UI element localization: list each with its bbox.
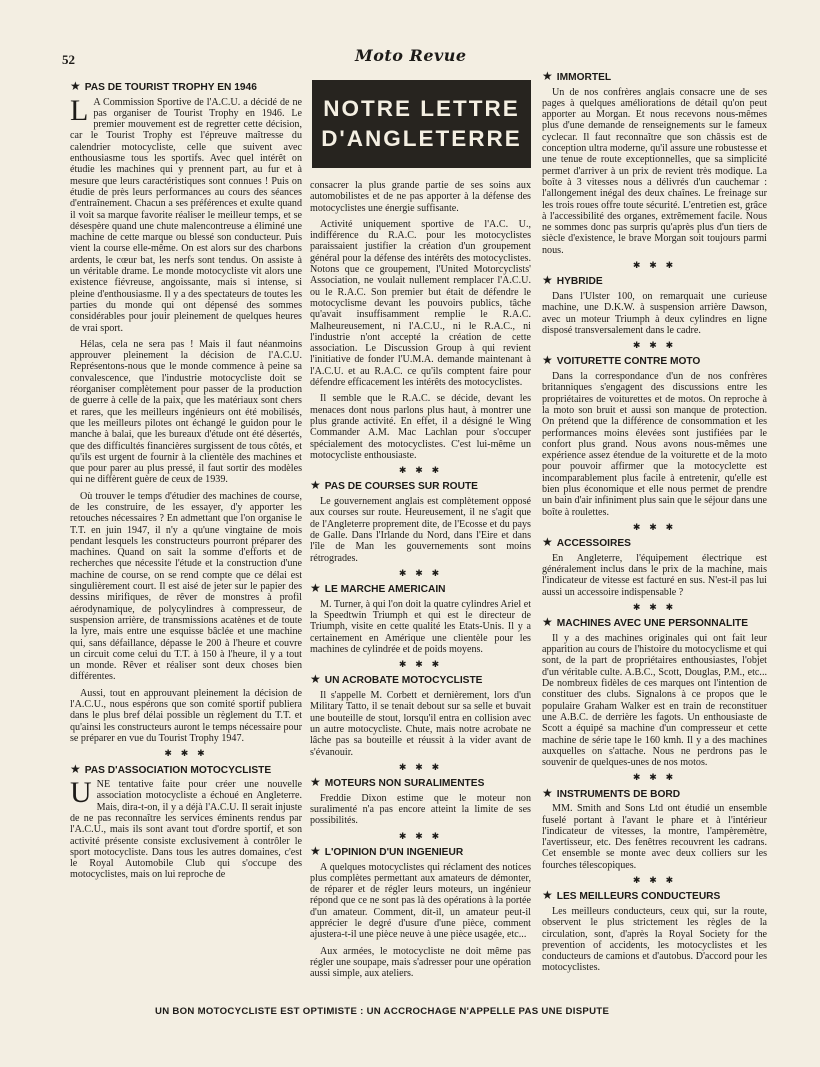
section-heading: ★ INSTRUMENTS DE BORD [542,785,681,800]
section-heading: ★ ACCESSOIRES [542,535,631,550]
star-icon: ★ [542,273,553,288]
paragraph: Il y a des machines originales qui ont fait leur apparition au cours de l'histoire du motocyclisme et qui sont, de la part de propriétaires enthousiastes, l'objet d'un véritable culte. A.B.C., Scott, Douglas, P.M., etc... De nombreux fidèles de ces marques ont l'intention de constituer des clubs. Signalons à ce propos que le populaire Graham Walker est en train de reconstituer une A.B.C. de derrière les fagots. Un enthousiaste de Scott a équipé sa machine d'un compresseur et cette machine de série tape le 160 kmh. Il y a des machines auxquelles on s'attache. Nous ne perdrons pas le souvenir de quelques-unes de nos motos. [542,632,767,769]
paragraph: MM. Smith and Sons Ltd ont étudié un ensemble fuselé portant à l'avant le phare et à l'intérieur l'indicateur de vitesses, la montre, l'ampèremètre, l'avertisseur, etc. Des fenêtres recouvrent les cadrans. Cet ensemble se monte avec deux colliers sur les fourches télescopiques. [542,803,767,871]
section-heading: ★ HYBRIDE [542,273,603,288]
paragraph: Dans l'Ulster 100, on remarquait une curieuse machine, une D.K.W. à suspension arrière Dawson, avec un moteur Triumph à deux cylindres en ligne disposé transversalement dans le cadre. [542,290,767,336]
star-icon: ★ [310,775,321,790]
column-2 [310,180,531,984]
paragraph: M. Turner, à qui l'on doit la quatre cylindres Ariel et la Speedtwin Triumph et qui est le directeur de Triumph, visite en cette qualité les Etats-Unis. Il y a certainement en Amérique une clientèle pour les machines de cylindrée et de poids moyens. [310,598,531,655]
section-heading: ★ UN ACROBATE MOTOCYCLISTE [310,672,483,687]
footer-slogan: UN BON MOTOCYCLISTE EST OPTIMISTE : UN ACCROCHAGE N'APPELLE PAS UNE DISPUTE [155,1006,610,1017]
paragraph: Aussi, tout en approuvant pleinement la décision de l'A.C.U., nous espérons que son comité sportif publiera dans le plus bref délai possible un règlement du T.T. et qu'ainsi les constructeurs auront le temps nécessaire pour se préparer en vue du Tourist Trophy 1947. [70,687,302,744]
section-heading: ★ MOTEURS NON SURALIMENTES [310,775,485,790]
star-icon: ★ [310,581,321,596]
separator-stars-icon: ✱ ✱ ✱ [632,522,677,533]
separator-stars-icon: ✱ ✱ ✱ [164,749,208,760]
separator-stars-icon: ✱ ✱ ✱ [632,261,677,272]
section-heading: ★ LE MARCHE AMERICAIN [310,581,446,596]
section-heading: ★ PAS DE COURSES SUR ROUTE [310,478,478,493]
star-icon: ★ [542,785,553,800]
star-icon: ★ [310,478,321,493]
star-icon: ★ [542,615,553,630]
page-number: 52 [62,52,75,67]
section-heading: ★ LES MEILLEURS CONDUCTEURS [542,888,721,903]
section-heading: ★ PAS D'ASSOCIATION MOTOCYCLISTE [70,761,272,776]
drop-cap: U [70,776,92,810]
paragraph: En Angleterre, l'équipement électrique est généralement inclus dans le prix de la machine, mais l'indicateur de vitesse est facturé en sus. N'est-il pas lui aussi un accessoire indispensable ? [542,552,767,598]
drop-cap: L [70,93,89,127]
paragraph: Hélas, cela ne sera pas ! Mais il faut néanmoins approuver pleinement la décision de l'A.C.U. Représentons-nous que le monde commence à peine sa convalescence, que l'industrie motocycliste doit se réorganiser complètement pour passer de la production de guerre à celle de la paix, que les matériaux sont chers et rares, que les meilleurs ingénieurs ont été mobilisés, que les meilleurs pilotes ont échangé le guidon pour le manche à balai, que les bureaux d'étude ont été désertés, que des difficultés financières surgissent de tous côtés, et qu'ils est urgent de fournir à la clientèle des machines et que pour parer au plus pressé, il faut sortir des modèles qui ne diffèrent guère de ceux de 1939. [70,338,302,486]
column-3 [542,68,767,979]
star-icon: ★ [542,353,553,368]
paragraph: consacrer la plus grande partie de ses soins aux automobilistes et de ne pas apporter à la défense des motocyclistes une énergie suffisante. [310,180,531,214]
star-icon: ★ [310,843,321,858]
paragraph: Aux armées, le motocycliste ne doit même pas régler une soupape, mais s'adresser pour une opération aussi simple, aux ateliers. [310,945,531,980]
star-icon: ★ [70,79,81,93]
column-1 [70,78,302,886]
star-icon: ★ [542,69,553,83]
paragraph: Il semble que le R.A.C. se décide, devant les menaces dont nous parlons plus haut, à montrer une plus grande activité. En effet, il a désigné le Wing Commander A.M. Mac Lachlan pour s'occuper spécialement des motocyclistes. C'est lui-même un motocycliste enthousiaste. [310,393,531,461]
paragraph: A quelques motocyclistes qui réclament des notices plus complètes permettant aux amateurs de démonter, de réparer et de régler leurs moteurs, un ingénieur répond que ce ne sont pas là des opérations à la portée d'un amateur. Comment, dit-il, un amateur peut-il apprécier le degré d'usure d'une pièce, comment ajustera-t-il une pièce neuve à une pièce usagée, etc... [310,861,531,941]
section-heading: ★ MACHINES AVEC UNE PERSONNALITE [542,615,749,630]
separator-stars-icon: ✱ ✱ ✱ [632,876,677,887]
star-icon: ★ [542,888,553,903]
section-heading: ★ PAS DE TOURIST TROPHY EN 1946 [70,79,257,93]
banner-line-2: D'ANGLETERRE [321,126,522,151]
paragraph: Les meilleurs conducteurs, ceux qui, sur la route, observent le plus strictement les règles de la circulation, sont, d'après la Royal Society for the prevention of accidents, les motocyclistes et les conducteurs de camions et d'autobus. D'accord pour les motocyclistes. [542,905,767,974]
separator-stars-icon: ✱ ✱ ✱ [398,466,443,477]
paragraph: Le gouvernement anglais est complètement opposé aux courses sur route. Heureusement, il ne s'agit que de l'Angleterre proprement dite, de l'Ecosse et du pays de Galle. Dans l'Irlande du Nord, dans l'Eire et dans l'île de Man les gouvernements sont moins rétrogrades. [310,496,531,564]
star-icon: ★ [542,535,553,550]
paragraph: Dans la correspondance d'un de nos confrères britanniques s'engagent des discussions entre les propriétaires de voiturettes et de motos. On reproche à la moto son bruit et aussi son manque de protection. On prétend que la différence de consommation et les performances moins élevées sont justifiées par le confort plus grand. Nous avons nous-mêmes une expérience assez étendue de la voiturette et de la moto pour pouvoir affirmer que la motocyclette est incomparablement plus facile à entretenir, qu'elle est bien plus économique et elle nous permet de prendre un bain d'air infiniment plus sain que le séjour dans une boîte à roulettes. [542,371,767,518]
section-heading: ★ VOITURETTE CONTRE MOTO [542,353,701,368]
separator-stars-icon: ✱ ✱ ✱ [398,568,443,579]
separator-stars-icon: ✱ ✱ ✱ [632,602,677,613]
separator-stars-icon: ✱ ✱ ✱ [632,773,677,784]
paragraph: Activité uniquement sportive de l'A.C. U., indifférence du R.A.C. pour les motocyclistes paraissaient justifier la création d'un groupement général pour la défense des intérêts des motocyclistes. Notons que ce groupement, l'United Motorcyclists' Association, ne voulait nullement remplacer l'A.C.U. ou le R.A.C. Son premier but était de défendre le motocyclisme devant les pouvoirs publics, tâche qu'avait insuffisamment remplie le R.A.C. Malheureusement, ni l'A.C.U., ni le R.A.C., ni l'industrie n'ont accepté la création de cette association. Le Discussion Group à qui revient l'initiative de fonder l'U.M.A. demande maintenant à l'A.C.U. et au R.A.C. ce qu'ils comptent faire pour défendre efficacement les intérêts des motocyclistes. [310,218,531,389]
paragraph: L A Commission Sportive de l'A.C.U. a décidé de ne pas organiser de Tourist Trophy en 1946. Le premier mouvement est de regretter cette décision, car le Tourist Trophy est l'épreuve maîtresse du calendrier motocycliste, celle que suivent avec enthousiasme tous les sportifs. Avec quel intérêt on étudie les machines qui y prennent part, au fur et à mesure que leurs caractéristiques sont connues ! Puis on étudie de près leurs performances au cours des séances d'entraînement. Chacun a ses préférences et exulte quand il voit sa marque favorite réaliser le meilleur temps, et se désespère quand une chute malencontreuse a éliminé une machine de cette marque ou blessé son conducteur. Puis vient la course elle-même. On est alors sur des charbons ardents, le cœur bat, les nerfs sont tendus. On assiste à un véritable drame. Le monde motocycliste vit alors une existence fiévreuse, angoissante, mais si intense, si pleine d'enthousiasme. Il y a des spectateurs de toutes les parties du monde qui ont dépensé des sommes considérables pour jouir pleinement de quelques heures de vrai sport. [70,93,302,334]
paragraph: Freddie Dixon estime que le moteur non suralimenté n'a pas encore atteint la limite de ses possibilités. [310,792,531,827]
banner-line-1: NOTRE LETTRE [323,96,520,121]
paragraph: Il s'appelle M. Corbett et dernièrement, lors d'un Military Tatto, il se tenait debout sur sa selle et buvait une bouteille de stout, lorsqu'il entra en collision avec un autre motocycliste. Chute, mais notre acrobate ne lâche pas sa bouteille et réussit à la vider avant de s'évanouir. [310,690,531,758]
masthead-logo: Moto Revue [355,46,467,65]
star-icon: ★ [310,672,321,687]
section-heading: ★ IMMORTEL [542,69,612,83]
separator-stars-icon: ✱ ✱ ✱ [632,341,677,352]
paragraph: Un de nos confrères anglais consacre une de ses pages à quelques améliorations de détail qu'on peut apporter au Morgan. Et nous recevons nous-mêmes plus d'une demande de renseignements sur le fameux cyclecar. Il faut reconnaître que son châssis est de conception ultra moderne, qu'il assure une robustesse et une tenue de route exceptionnelles, que sa simplicité permet d'arriver à un prix de revient très modique. La boîte à 3 vitesses nous a délivrés d'un cauchemar : l'allongement inégal des deux chaînes. Le freinage sur les trois roues offre toute sécurité. L'entretien est, grâce à l'accessibilité des organes, extrêmement facile. Nous ne sommes donc pas surpris qu'après plus d'un tiers de siècle d'existence, le brave Morgan soit toujours parmi nous. [542,86,767,256]
separator-stars-icon: ✱ ✱ ✱ [398,762,443,773]
title-banner [312,80,531,168]
star-icon: ★ [70,761,81,776]
separator-stars-icon: ✱ ✱ ✱ [398,831,443,842]
paragraph: UNE tentative faite pour créer une nouvelle association motocycliste a échoué en Angleterre. Mais, dira-t-on, il y a déjà l'A.C.U. Il serait injuste de ne pas reconnaître les services éminents rendus par l'A.C.U., mais ils sont avant tout d'ordre sportif, et son activité présente consiste exclusivement à contrôler le sport motocycliste. Dans tous les autres domaines, c'est le Royal Automobile Club qui s'occupe des motocyclistes, mais on lui reproche de [70,776,302,881]
paragraph: Où trouver le temps d'étudier des machines de course, de les construire, de les essayer, d'y apporter les retouches nécessaires ? En admettant que l'on organise le T.T. en juin 1947, il n'y a qu'une vingtaine de mois pendant lesquels les constructeurs pourront préparer des machines. Quand on sait la somme d'efforts et de recherches que nécessite l'étude et la construction d'une machine de course, on se rend compte que ce délai est singulièrement court. Il est aisé de jeter sur le papier des dessins mirifiques, de rêver de monstres à profil aérodynamique, de polycylindres à compresseur, de suspension arrière, de transmissions acatènes et de toute la lyre, mais entre une esquisse bâclée et une machine qui, sans défaillance, dépasse le 200 à l'heure et couvre un circuit come celui du T.T. à 150 à l'heure, il y a tout un monde. Rêver et réaliser sont deux choses bien différentes. [70,490,302,683]
section-heading: ★ L'OPINION D'UN INGENIEUR [310,843,464,858]
separator-stars-icon: ✱ ✱ ✱ [398,660,443,671]
